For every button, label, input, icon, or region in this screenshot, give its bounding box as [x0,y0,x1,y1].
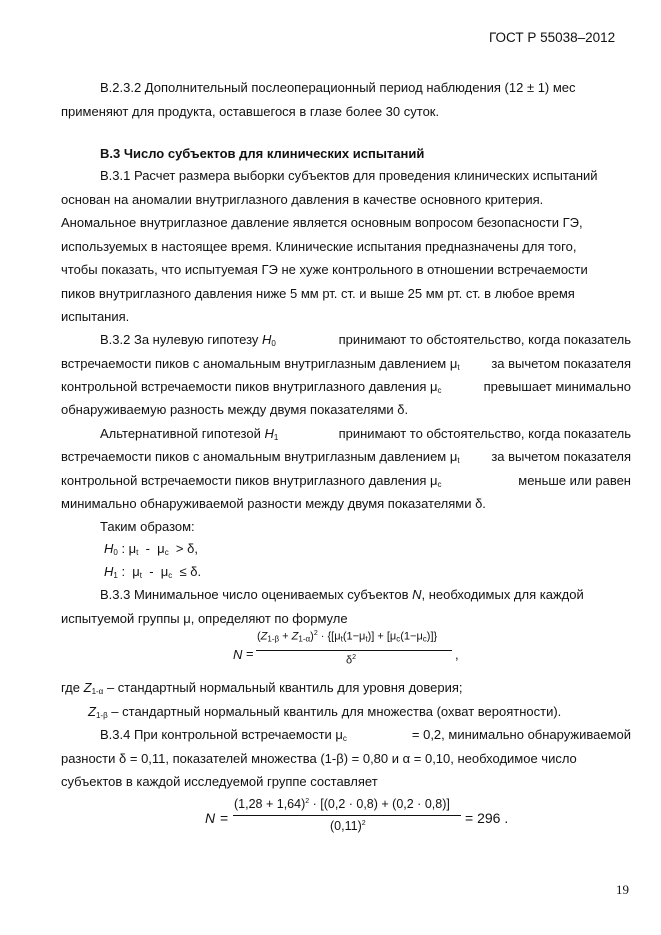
para-b331-line: пиков внутриглазного давления ниже 5 мм рт. ст. и выше 25 мм рт. ст. в любое время [61,286,575,301]
para-b232-line1: B.2.3.2 Дополнительный послеоперационный период наблюдения (12 ± 1) мес [100,80,576,95]
para-b334-line2: разности δ = 0,11, показателей множества (1-β) = 0,80 и α = 0,10, необходимое число [61,751,577,766]
para-b332-line4: обнаруживаемую разность между двумя показателями δ. [61,402,409,417]
where-z-alpha: где $Z_{1-\alpha}$ – стандартный нормальный квантиль для уровня доверия; [61,680,463,696]
para-alt-line1: Альтернативной гипотезой $H_1$ принимают то обстоятельство, когда показатель [100,426,631,442]
hypothesis-h1: $H_1$ : $\mu_t - \mu_c \le \delta$. [104,564,202,580]
para-alt-line4: минимально обнаруживаемой разности между двумя показателями δ. [61,496,486,511]
para-b331-line: основан на аномалии внутриглазного давления в качестве основного критерия. [61,192,544,207]
para-alt-line3: контрольной встречаемости пиков внутриглазного давления $\mu_c$ меньше или равен [61,473,631,489]
para-b333-line2: испытуемой группы μ, определяют по формуле [61,611,348,626]
para-b331-line: Аномальное внутриглазное давление является основным вопросом безопасности ГЭ, [61,215,583,230]
where-z-beta: $Z_{1-\beta}$ – стандартный нормальный квантиль для множества (охват вероятности). [88,704,562,720]
para-b332-line1: В.3.2 За нулевую гипотезу $H_0$ принимают то обстоятельство, когда показатель [100,332,631,348]
para-alt-line2: встречаемости пиков с аномальным внутриглазным давлением $\mu_t$ за вычетом показателя [61,449,631,465]
para-b332-line3: контрольной встречаемости пиков внутриглазного давления $\mu_c$ превышает минимально [61,379,631,395]
thus-text: Таким образом: [100,519,195,534]
para-b334-line1: В.3.4 При контрольной встречаемости $\mu_c$ = 0,2, минимально обнаруживаемой [100,727,631,743]
para-b332-line2: встречаемости пиков с аномальным внутриглазным давлением $\mu_t$ за вычетом показателя [61,356,631,372]
hypothesis-h0: $H_0$ : $\mu_t - \mu_c > \delta$, [104,541,198,557]
para-b333-line1: В.3.3 Минимальное число оцениваемых субъектов N, необходимых для каждой [100,587,584,602]
section-title: В.3 Число субъектов для клинических испытаний [100,146,425,161]
para-b331-line: испытания. [61,309,130,324]
para-b334-line3: субъектов в каждой исследуемой группе составляет [61,774,378,789]
document-id: ГОСТ Р 55038–2012 [489,30,616,45]
page-number: 19 [616,882,629,897]
para-b331-line: чтобы показать, что испытуемая ГЭ не хуже контрольного в отношении встречаемости [61,262,588,277]
para-b331-line: используемых в настоящее время. Клинические испытания предназначены для того, [61,239,577,254]
para-b232-line2: применяют для продукта, оставшегося в глазе более 30 суток. [61,104,440,119]
para-b331-line: В.3.1 Расчет размера выборки субъектов для проведения клинических испытаний [100,168,598,183]
